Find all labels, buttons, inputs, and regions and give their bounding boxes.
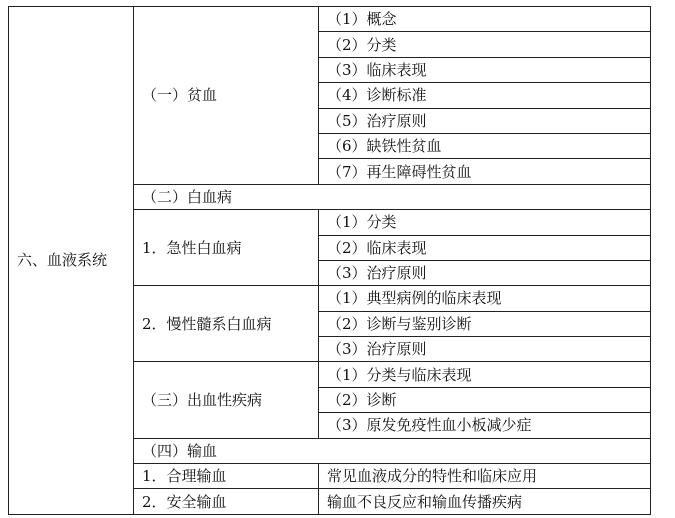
list-item: （3）治疗原则 (319, 260, 651, 285)
list-item: （7）再生障碍性贫血 (319, 159, 651, 184)
transfusion-detail: 输血不良反应和输血传播疾病 (319, 489, 651, 514)
table-row (9, 7, 651, 32)
list-item: （5）治疗原则 (319, 108, 651, 133)
list-item: （4）诊断标准 (319, 83, 651, 108)
topic-transfusion: （四）输血 (134, 438, 651, 463)
list-item: （1）分类与临床表现 (319, 362, 651, 387)
subtopic-chronic-leukemia: 2．慢性髓系白血病 (134, 286, 319, 362)
list-item: （2）临床表现 (319, 235, 651, 260)
list-item: （1）典型病例的临床表现 (319, 286, 651, 311)
topic-bleeding: （三）出血性疾病 (134, 362, 319, 438)
list-item: （3）原发免疫性血小板减少症 (319, 413, 651, 438)
syllabus-table (8, 6, 651, 515)
list-item: （1）概念 (319, 7, 651, 32)
topic-leukemia: （二）白血病 (134, 184, 651, 209)
subtopic-acute-leukemia: 1．急性白血病 (134, 210, 319, 286)
section-title: 六、血液系统 (9, 7, 134, 515)
list-item: （3）治疗原则 (319, 337, 651, 362)
list-item: （6）缺铁性贫血 (319, 133, 651, 158)
topic-anemia: （一）贫血 (134, 7, 319, 185)
list-item: （2）诊断 (319, 387, 651, 412)
list-item: （2）分类 (319, 32, 651, 57)
transfusion-detail: 常见血液成分的特性和临床应用 (319, 464, 651, 489)
list-item: （1）分类 (319, 210, 651, 235)
transfusion-label: 2．安全输血 (134, 489, 319, 514)
list-item: （2）诊断与鉴别诊断 (319, 311, 651, 336)
transfusion-label: 1．合理输血 (134, 464, 319, 489)
list-item: （3）临床表现 (319, 57, 651, 82)
